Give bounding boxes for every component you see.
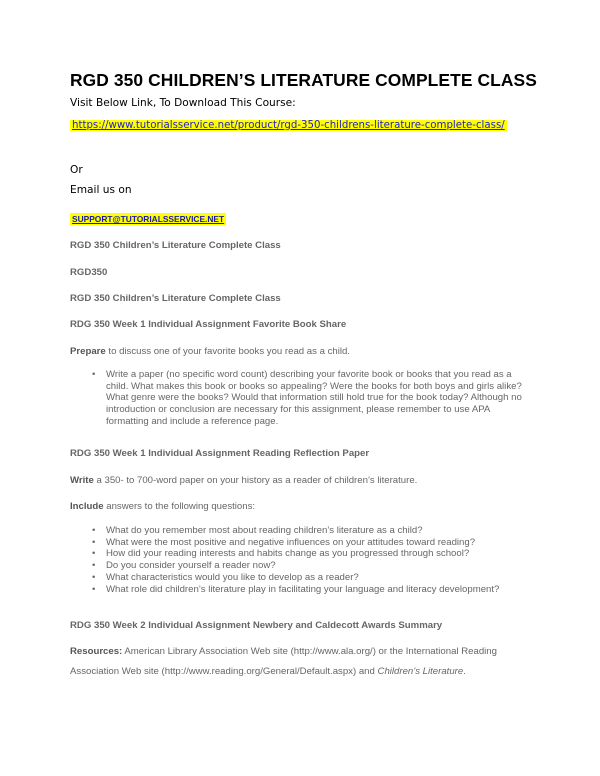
heading-class-1: RGD 350 Children’s Literature Complete Class — [70, 240, 281, 251]
list-item — [70, 548, 550, 560]
bullet-icon: • — [92, 369, 96, 380]
resources-label: Resources: — [70, 646, 123, 657]
or-text: Or — [70, 164, 83, 176]
reflection-bullet-list — [70, 525, 550, 595]
resources-text-2: Association Web site (http://www.reading.org/General/Default.aspx) and — [70, 666, 378, 677]
reflection-bullet-text: Do you consider yourself a reader now? — [106, 560, 276, 572]
include-label: Include — [70, 501, 104, 512]
list-item — [70, 537, 550, 549]
prepare-text: to discuss one of your favorite books you read as a child. — [105, 346, 350, 357]
list-item — [70, 560, 550, 572]
include-text: answers to the following questions: — [103, 501, 256, 512]
list-item — [70, 525, 550, 537]
bullet-icon: • — [92, 583, 96, 595]
visit-text: Visit Below Link, To Download This Course: — [70, 97, 296, 109]
write-label: Write — [70, 475, 94, 486]
heading-class-code: RGD350 — [70, 267, 108, 278]
reflection-bullet-text: What were the most positive and negative influences on your attitudes toward reading? — [106, 536, 476, 548]
resources-line-1 — [70, 646, 497, 657]
week1-reflection-heading: RDG 350 Week 1 Individual Assignment Reading Reflection Paper — [70, 448, 370, 459]
support-email-link[interactable]: SUPPORT@TUTORIALSSERVICE.NET — [72, 214, 225, 224]
write-paragraph — [70, 475, 417, 486]
favorite-bullet-text: Write a paper (no specific word count) describing your favorite book or books that you read as a child. What makes this book or books so appealing? Were the books for both boys and girls alike? What genre were the books? Would that information still hold true for the book today? Although no introduction or conclusion are necessary for this assignment, please remember to use APA formatting and include a reference page. — [106, 369, 522, 427]
bullet-icon: • — [92, 548, 96, 560]
bullet-icon: • — [92, 536, 96, 548]
resources-text-1: American Library Association Web site (http://www.ala.org/) or the International Reading — [122, 646, 497, 657]
resources-line-2 — [70, 666, 466, 677]
prepare-label: Prepare — [70, 346, 106, 357]
bullet-icon: • — [92, 571, 96, 583]
list-item — [70, 584, 550, 596]
include-paragraph — [70, 501, 255, 512]
document-title: RGD 350 CHILDREN’S LITERATURE COMPLETE CLASS — [70, 70, 537, 90]
bullet-icon: • — [92, 525, 96, 536]
course-link[interactable]: https://www.tutorialsservice.net/product/rgd-350-childrens-literature-complete-class/ — [72, 120, 505, 131]
list-item — [70, 572, 550, 584]
write-text: a 350- to 700-word paper on your history as a reader of children’s literature. — [93, 475, 418, 486]
week2-newbery-heading: RDG 350 Week 2 Individual Assignment Newbery and Caldecott Awards Summary — [70, 620, 443, 631]
bullet-icon: • — [92, 560, 96, 572]
reflection-bullet-text: What do you remember most about reading children’s literature as a child? — [106, 525, 423, 536]
favorite-bullet-list — [70, 369, 530, 428]
reflection-bullet-text: What characteristics would you like to develop as a reader? — [106, 571, 359, 583]
email-label: Email us on — [70, 184, 132, 196]
week1-favorite-heading: RDG 350 Week 1 Individual Assignment Favorite Book Share — [70, 319, 347, 330]
reflection-bullet-text: What role did children’s literature play in facilitating your language and literacy development? — [106, 583, 500, 595]
resources-book-title: Children’s Literature — [377, 666, 464, 677]
resources-end: . — [463, 666, 466, 677]
list-item — [70, 369, 530, 428]
prepare-paragraph — [70, 346, 350, 357]
heading-class-2: RGD 350 Children’s Literature Complete Class — [70, 293, 281, 304]
reflection-bullet-text: How did your reading interests and habits change as you progressed through school? — [106, 548, 470, 560]
